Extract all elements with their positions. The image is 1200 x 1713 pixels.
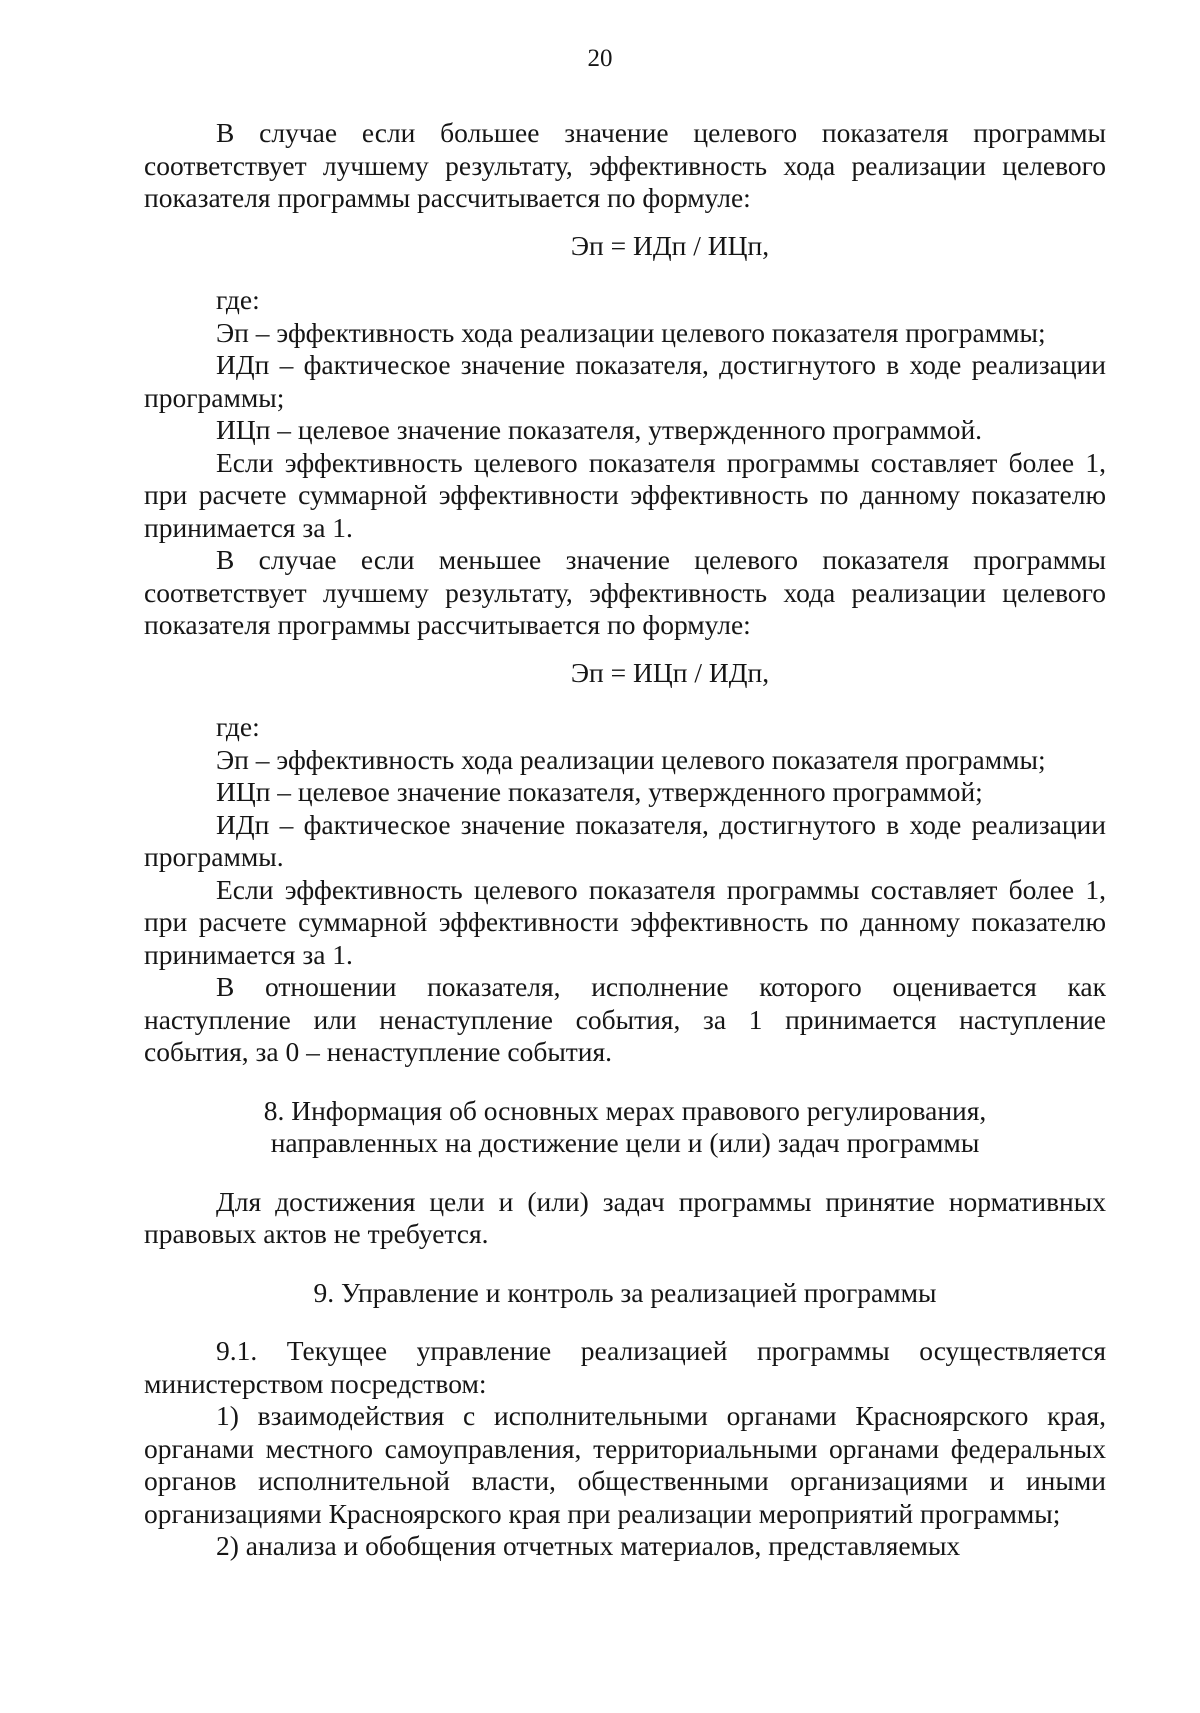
formula-larger-value: Эп = ИДп / ИЦп, [570,229,770,261]
list-item-2: 2) анализа и обобщения отчетных материалов, представляемых [216,1530,961,1561]
definition-icp: ИЦп – целевое значение показателя, утвержденного программой. [216,414,983,445]
section-8-heading-line-1: 8. Информация об основных мерах правового регулирования, [263,1094,987,1126]
paragraph-efficiency-cap: Если эффективность целевого показателя программы составляет более 1, при расчете суммарной эффективности эффективность по данному показателю принимается за 1. [144,446,1106,543]
formula-smaller-value: Эп = ИЦп / ИДп, [570,656,770,688]
paragraph-efficiency-cap: Если эффективность целевого показателя программы составляет более 1, при расчете суммарной эффективности эффективность по данному показателю принимается за 1. [144,873,1106,970]
definition-ep: Эп – эффективность хода реализации целевого показателя программы; [216,316,1046,348]
where-label: где: [216,284,260,315]
where-label: где: [216,711,260,742]
list-item-1: 1) взаимодействия с исполнительными органами Красноярского края, органами местного самоуправления, территориальными органами федеральных органов исполнительной власти, общественными организациями и иными организациями Красноярского края при реализации мероприятий программы; [144,1400,1106,1529]
section-8-heading [144,1095,1106,1160]
definition-idp: ИДп – фактическое значение показателя, достигнутого в ходе реализации программы. [144,808,1106,872]
paragraph-smaller-value: В случае если меньшее значение целевого показателя программы соответствует лучшему результату, эффективность хода реализации целевого показателя программы рассчитывается по формуле: [144,544,1106,640]
section-9-heading: 9. Управление и контроль за реализацией программы [313,1276,937,1308]
definition-icp: ИЦп – целевое значение показателя, утвержденного программой; [216,776,983,807]
definition-ep: Эп – эффективность хода реализации целевого показателя программы; [216,743,1046,775]
definition-idp: ИДп – фактическое значение показателя, достигнутого в ходе реализации программы; [144,349,1106,413]
document-body [144,117,1106,1563]
page-number: 20 [587,45,613,72]
paragraph-legal-acts: Для достижения цели и (или) задач программы принятие нормативных правовых актов не требуется. [144,1185,1106,1249]
section-8-heading-line-2: направленных на достижение цели и (или) задач программы [270,1127,980,1158]
paragraph-event-indicator: В отношении показателя, исполнение которого оценивается как наступление или ненаступление события, за 1 принимается наступление события, за 0 – ненаступление события. [144,971,1106,1067]
paragraph-9-1: 9.1. Текущее управление реализацией программы осуществляется министерством посредством: [144,1335,1106,1399]
paragraph-larger-value: В случае если большее значение целевого показателя программы соответствует лучшему результату, эффективность хода реализации целевого показателя программы рассчитывается по формуле: [144,117,1106,213]
